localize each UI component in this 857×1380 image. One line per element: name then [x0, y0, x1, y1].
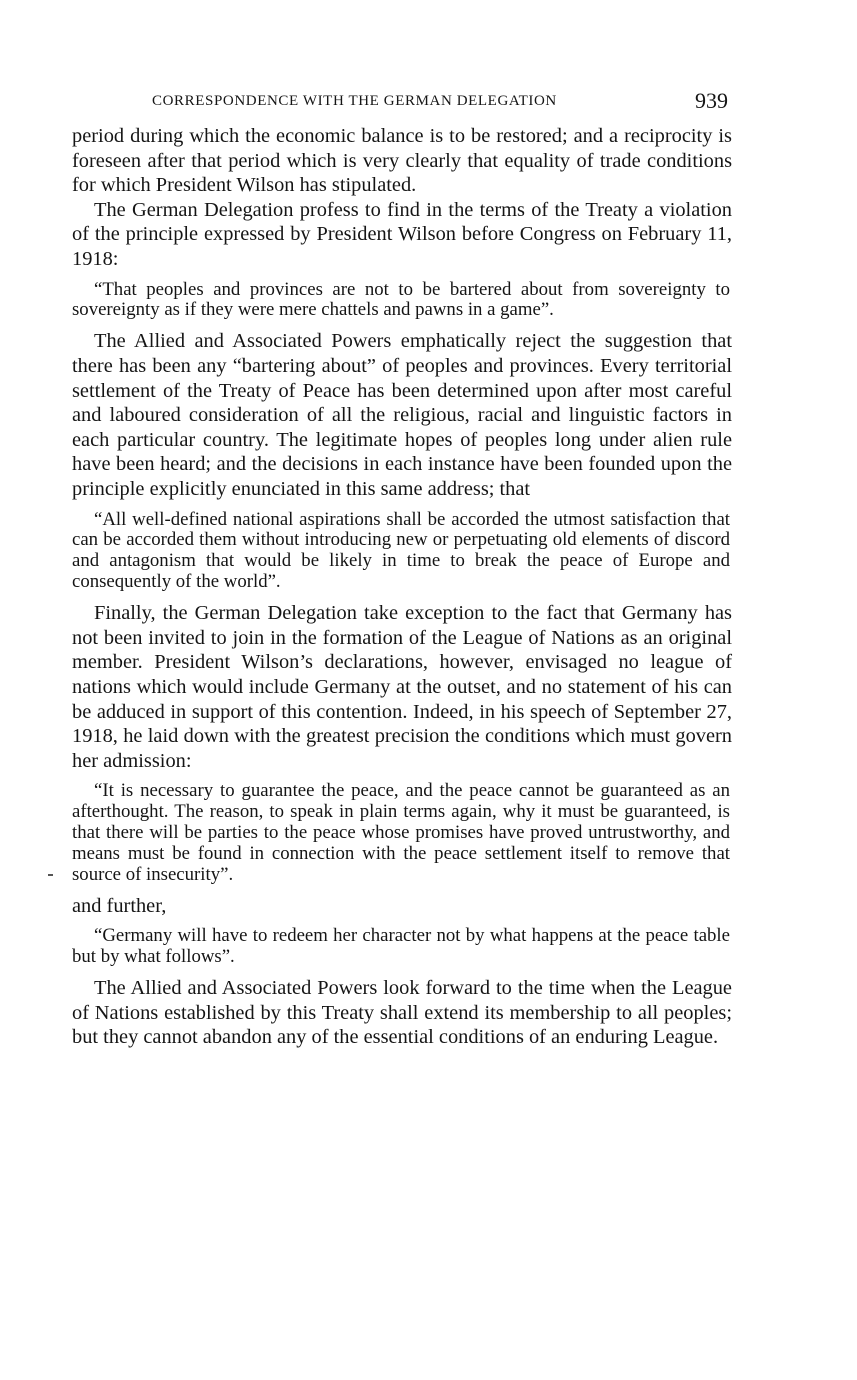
quote-redeem-character: “Germany will have to redeem her character not by what happens at the peace table but by what follows”.	[72, 925, 730, 968]
quote-guarantee-peace: “It is necessary to guarantee the peace, and the peace cannot be guaranteed as an afterthought. The reason, to speak in plain terms again, why it must be guaranteed, is that there will be parties to the peace whose promises have proved untrustworthy, and means must be found in connection with the peace settlement itself to remove that source of insecurity”.	[72, 780, 730, 885]
paragraph-continuation: period during which the economic balance is to be restored; and a reciprocity is foreseen after that period which is very clearly that equality of trade conditions for which President Wilson has stipulated.	[72, 125, 732, 197]
quote-national-aspirations: “All well-defined national aspirations shall be accorded the utmost satisfaction that can be accorded them without introducing new or perpetuating old elements of discord and antagonism that would be likely in time to break the peace of Europe and consequently of the world”.	[72, 508, 730, 593]
paragraph-enduring-league: The Allied and Associated Powers look forward to the time when the League of Nations established by this Treaty shall extend its membership to all peoples; but they cannot abandon any of the essential conditions of an enduring League.	[72, 977, 732, 1049]
running-head	[72, 88, 732, 118]
page-number: 939	[695, 88, 728, 113]
paragraph-league-exception: Finally, the German Delegation take exception to the fact that Germany has not been invited to join in the formation of the League of Nations as an original member. President Wilson’s declarations, however, envisaged no league of nations which would include Germany at the outset, and no statement of his can be adduced in support of this contention. Indeed, in his speech of September 27, 1918, he laid down with the greatest precision the conditions which must govern her admission:	[72, 602, 732, 772]
running-title: CORRESPONDENCE WITH THE GERMAN DELEGATION	[152, 93, 557, 109]
paragraph-and-further: and further,	[72, 894, 167, 917]
margin-mark	[48, 874, 53, 876]
paragraph-allied-reject: The Allied and Associated Powers emphatically reject the suggestion that there has been any “bartering about” of peoples and provinces. Every territorial settlement of the Treaty of Peace has been determined upon after most careful and laboured consideration of all the religious, racial and linguistic factors in each particular country. The legitimate hopes of peoples long under alien rule have been heard; and the decisions in each instance have been founded upon the principle explicitly enunciated in this same address; that	[72, 330, 732, 500]
quote-bartered-provinces: “That peoples and provinces are not to be bartered about from sovereignty to sovereignty as if they were mere chattels and pawns in a game”.	[72, 278, 730, 321]
paragraph-german-delegation-profess: The German Delegation profess to find in the terms of the Treaty a violation of the principle expressed by President Wilson before Congress on February 11, 1918:	[72, 198, 732, 270]
page-content	[72, 88, 732, 1050]
